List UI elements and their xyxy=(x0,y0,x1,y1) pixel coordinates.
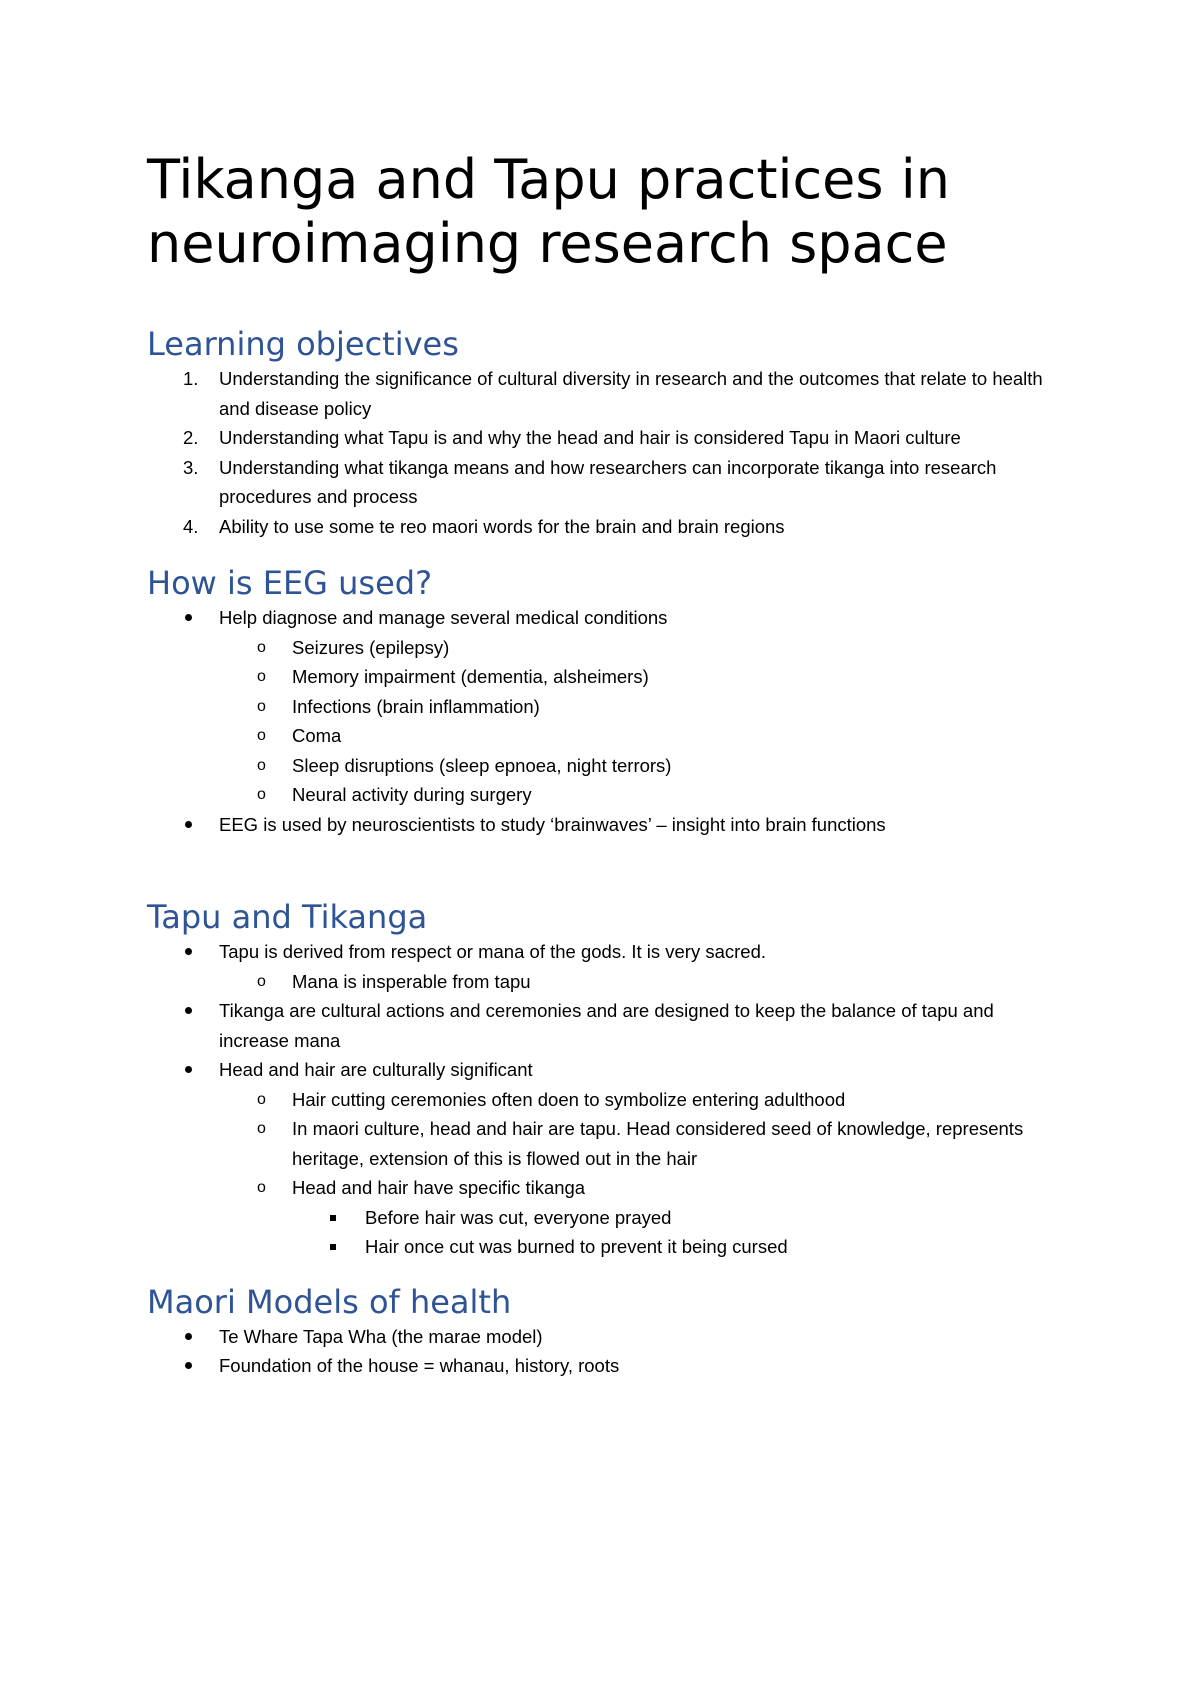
list-item xyxy=(147,1055,1067,1085)
list-item xyxy=(147,1203,1067,1233)
list-item-text: Head and hair have specific tikanga xyxy=(292,1177,586,1198)
list-item-text: Hair cutting ceremonies often doen to symbolize entering adulthood xyxy=(292,1088,846,1110)
square-bullet-icon xyxy=(330,1244,336,1250)
bullet-icon xyxy=(185,1066,192,1073)
list-item xyxy=(147,1232,1067,1262)
list-item xyxy=(147,423,1067,453)
list-item xyxy=(147,810,1067,840)
learning-objectives-heading: Learning objectives xyxy=(147,325,459,363)
list-item-text: Understanding the significance of cultural diversity in research and the outcomes that relate to health and disease policy xyxy=(219,368,1043,419)
eeg-list xyxy=(147,603,1067,839)
list-number: 4. xyxy=(183,515,199,537)
circle-bullet-icon: o xyxy=(257,1179,266,1196)
list-item-text: Understanding what tikanga means and how researchers can incorporate tikanga into research procedures and process xyxy=(219,456,997,507)
list-item xyxy=(147,751,1067,781)
list-item xyxy=(147,1322,1067,1352)
list-item-text: Help diagnose and manage several medical conditions xyxy=(219,607,668,628)
list-item xyxy=(147,364,1067,423)
list-item-text: Understanding what Tapu is and why the head and hair is considered Tapu in Maori culture xyxy=(219,427,961,448)
list-item-text: Tikanga are cultural actions and ceremonies and are designed to keep the balance of tapu and increase mana xyxy=(219,1000,994,1051)
list-item-text: Neural activity during surgery xyxy=(292,784,532,805)
bullet-icon xyxy=(185,614,192,621)
list-number: 2. xyxy=(183,427,199,448)
list-item xyxy=(147,996,1067,1055)
list-item-text: Before hair was cut, everyone prayed xyxy=(365,1206,672,1228)
list-item xyxy=(147,1114,1067,1173)
list-item-text: Foundation of the house = whanau, history, roots xyxy=(219,1355,620,1376)
learning-objectives-list xyxy=(147,364,1067,541)
list-item-text: EEG is used by neuroscientists to study ‘brainwaves’ – insight into brain functions xyxy=(219,813,886,835)
list-item xyxy=(147,603,1067,633)
circle-bullet-icon: o xyxy=(257,638,266,656)
list-item xyxy=(147,721,1067,751)
list-number: 3. xyxy=(183,456,199,478)
list-item-text: Te Whare Tapa Wha (the marae model) xyxy=(219,1325,543,1347)
list-item xyxy=(147,1351,1067,1381)
list-item-text: Seizures (epilepsy) xyxy=(292,636,450,658)
document-content xyxy=(147,148,1067,1381)
list-item xyxy=(147,780,1067,810)
list-item-text: Coma xyxy=(292,725,342,746)
tapu-tikanga-list xyxy=(147,937,1067,1262)
list-item-text: Head and hair are culturally significant xyxy=(219,1059,533,1080)
circle-bullet-icon: o xyxy=(257,668,266,685)
bullet-icon xyxy=(185,1333,192,1340)
circle-bullet-icon: o xyxy=(257,972,266,990)
bullet-icon xyxy=(185,1362,192,1369)
list-item-text: In maori culture, head and hair are tapu. Head considered seed of knowledge, represents heritage, extension of this is flowed out in the hair xyxy=(292,1118,1024,1169)
document-title: Tikanga and Tapu practices in neuroimaging research space xyxy=(147,148,950,275)
square-bullet-icon xyxy=(330,1215,336,1221)
list-item-text: Ability to use some te reo maori words for the brain and brain regions xyxy=(219,515,785,537)
list-item-text: Memory impairment (dementia, alsheimers) xyxy=(292,666,649,687)
list-item xyxy=(147,1085,1067,1115)
maori-models-heading: Maori Models of health xyxy=(147,1282,512,1321)
list-item xyxy=(147,937,1067,967)
circle-bullet-icon: o xyxy=(257,756,266,774)
circle-bullet-icon: o xyxy=(257,1120,266,1137)
eeg-heading: How is EEG used? xyxy=(147,564,433,602)
list-item-text: Hair once cut was burned to prevent it being cursed xyxy=(365,1236,788,1257)
list-item xyxy=(147,1173,1067,1203)
bullet-icon xyxy=(185,821,192,828)
circle-bullet-icon: o xyxy=(257,697,266,715)
list-item xyxy=(147,662,1067,692)
circle-bullet-icon: o xyxy=(257,727,266,744)
list-number: 1. xyxy=(183,368,199,389)
list-item xyxy=(147,633,1067,663)
bullet-icon xyxy=(185,948,192,955)
circle-bullet-icon: o xyxy=(257,1090,266,1108)
circle-bullet-icon: o xyxy=(257,786,266,803)
bullet-icon xyxy=(185,1007,192,1014)
list-item xyxy=(147,967,1067,997)
list-item-text: Sleep disruptions (sleep epnoea, night terrors) xyxy=(292,754,672,776)
list-item-text: Mana is insperable from tapu xyxy=(292,970,531,992)
maori-models-list xyxy=(147,1322,1067,1381)
list-item xyxy=(147,692,1067,722)
list-item xyxy=(147,453,1067,512)
list-item xyxy=(147,512,1067,542)
list-item-text: Infections (brain inflammation) xyxy=(292,695,540,717)
list-item-text: Tapu is derived from respect or mana of the gods. It is very sacred. xyxy=(219,941,767,962)
tapu-tikanga-heading: Tapu and Tikanga xyxy=(147,898,428,936)
